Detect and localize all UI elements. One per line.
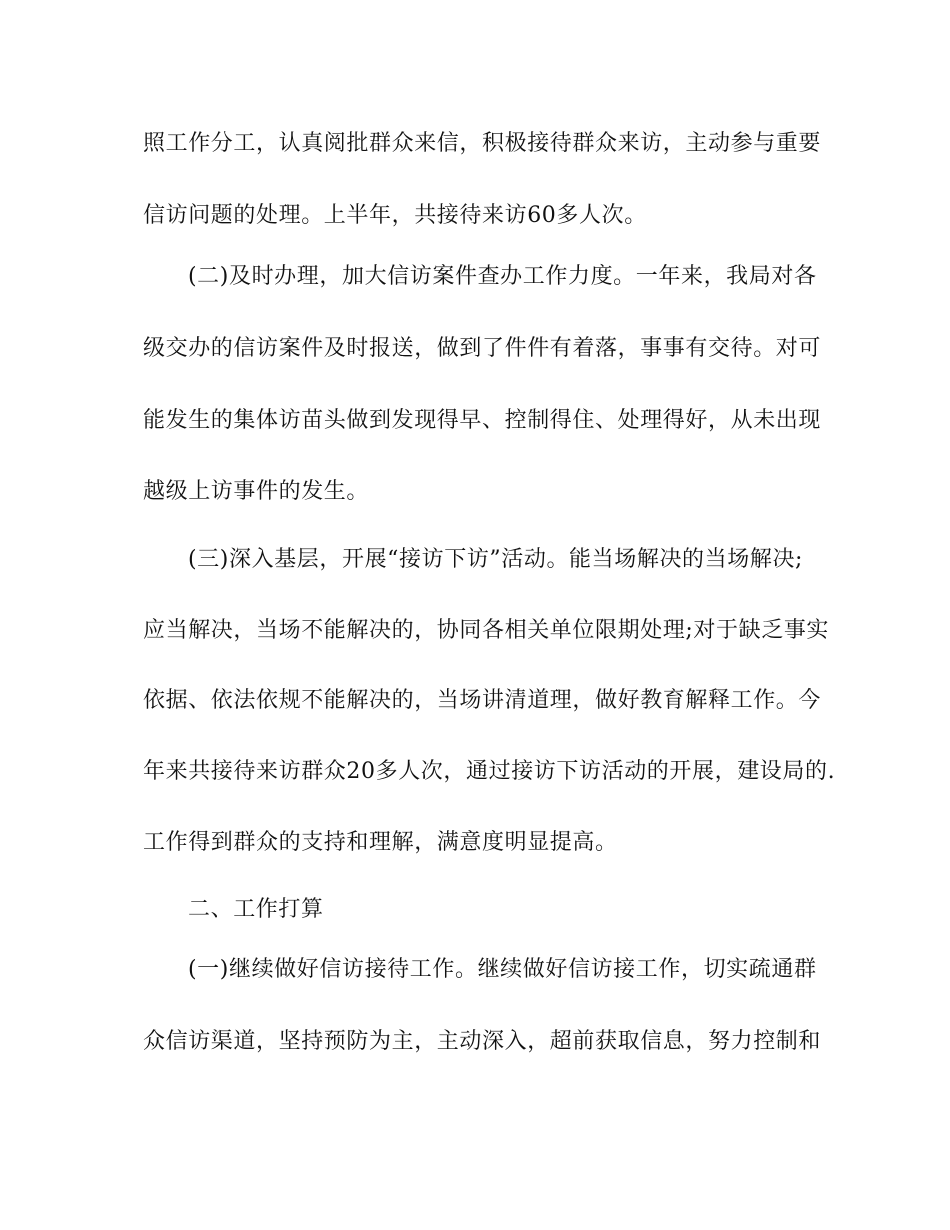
paragraph-line-12: (一)继续做好信访接待工作。继续做好信访接工作，切实疏通群 bbox=[188, 957, 817, 982]
paragraph-line-4: 级交办的信访案件及时报送，做到了件件有着落，事事有交待。对可 bbox=[143, 336, 822, 361]
paragraph-line-8: 应当解决，当场不能解决的，协同各相关单位限期处理;对于缺乏事实 bbox=[143, 618, 830, 643]
paragraph-line-1: 照工作分工，认真阅批群众来信，积极接待群众来访，主动参与重要 bbox=[143, 131, 822, 156]
paragraph-line-5: 能发生的集体访苗头做到发现得早、控制得住、处理得好，从未出现 bbox=[143, 408, 822, 433]
section-heading: 二、工作打算 bbox=[188, 897, 324, 922]
paragraph-line-2: 信访问题的处理。上半年，共接待来访60多人次。 bbox=[143, 203, 647, 228]
paragraph-line-11: 工作得到群众的支持和理解，满意度明显提高。 bbox=[143, 830, 618, 855]
paragraph-line-3: (二)及时办理，加大信访案件查办工作力度。一年来，我局对各 bbox=[188, 264, 817, 289]
paragraph-line-9: 依据、依法依规不能解决的，当场讲清道理，做好教育解释工作。今 bbox=[143, 688, 822, 713]
paragraph-line-10: 年来共接待来访群众20多人次，通过接访下访活动的开展，建设局的. bbox=[143, 759, 836, 784]
paragraph-line-13: 众信访渠道，坚持预防为主，主动深入，超前获取信息，努力控制和 bbox=[143, 1029, 822, 1054]
paragraph-line-7: (三)深入基层，开展“接访下访”活动。能当场解决的当场解决; bbox=[188, 547, 804, 572]
paragraph-line-6: 越级上访事件的发生。 bbox=[143, 479, 370, 504]
